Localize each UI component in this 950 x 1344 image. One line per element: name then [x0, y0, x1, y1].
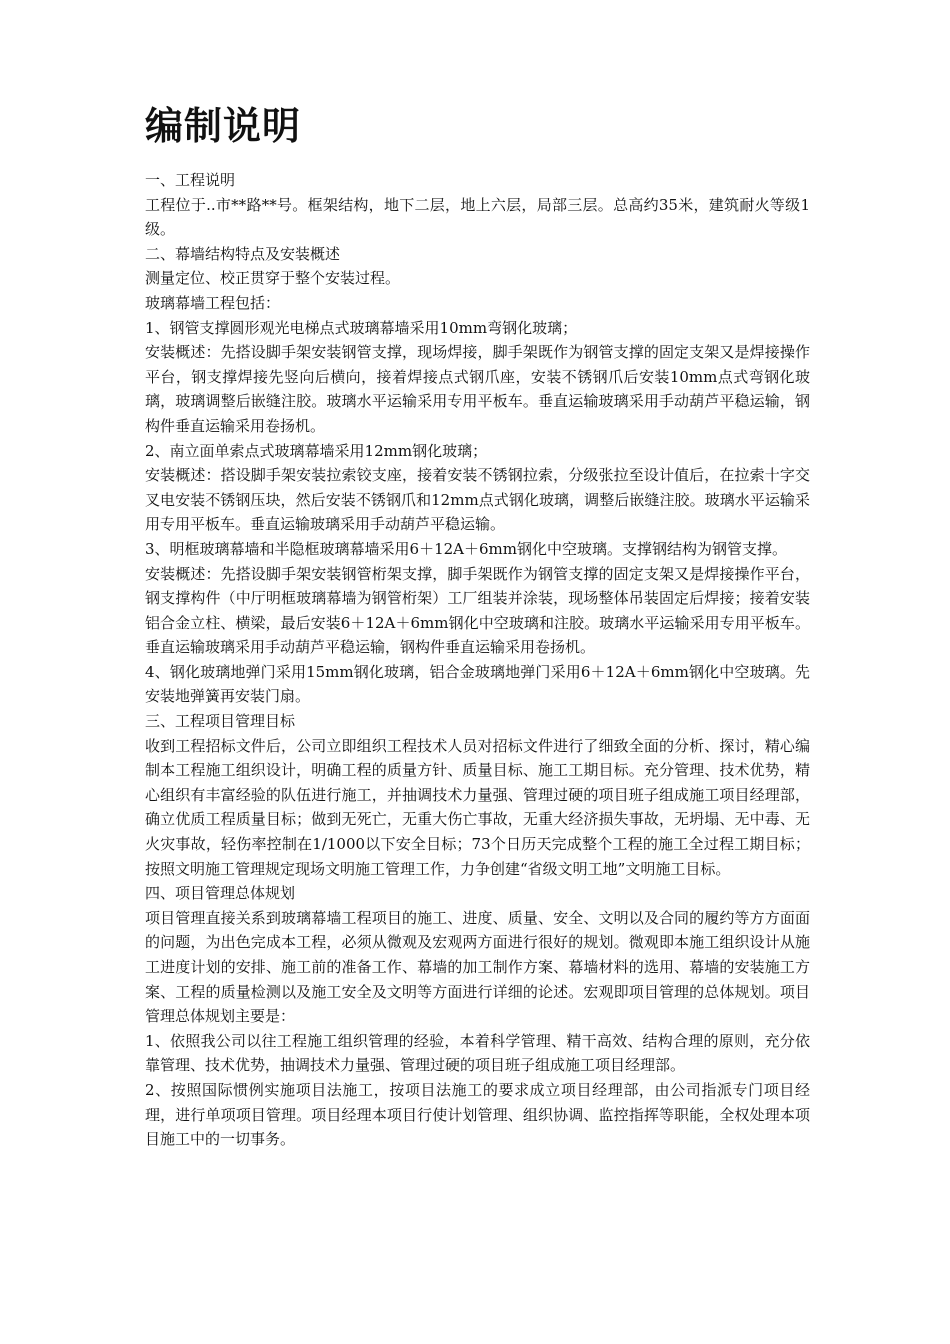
list-item-plan-1: 1、依照我公司以往工程施工组织管理的经验，本着科学管理、精干高效、结构合理的原则，充分依靠管理、技术优势，抽调技术力量强、管理过硬的项目班子组成施工项目经理部。	[145, 1031, 810, 1075]
paragraph-overall-plan: 项目管理直接关系到玻璃幕墙工程项目的施工、进度、质量、安全、文明以及合同的履约等方方面面的问题，为出色完成本工程，必须从微观及宏观两方面进行很好的规划。微观即本施工组织设计从施工进度计划的安排、施工前的准备工作、幕墙的加工制作方案、幕墙材料的选用、幕墙的安装施工方案、工程的质量检测以及施工安全及文明等方面进行详细的论述。宏观即项目管理的总体规划。项目管理总体规划主要是：	[145, 908, 810, 1026]
paragraph-survey-positioning: 测量定位、校正贯穿于整个安装过程。	[145, 269, 401, 288]
document-page	[145, 96, 810, 1152]
section-heading-project-description: 一、工程说明	[145, 171, 236, 189]
section-heading-management-goals: 三、工程项目管理目标	[145, 712, 296, 731]
list-item-4-spring-door: 4、钢化玻璃地弹门采用15mm钢化玻璃，铝合金玻璃地弹门采用6＋12A＋6mm钢化中空玻璃。先安装地弹簧再安装门扇。	[145, 662, 810, 706]
paragraph-management-goals: 收到工程招标文件后，公司立即组织工程技术人员对招标文件进行了细致全面的分析、探讨，精心编制本工程施工组织设计，明确工程的质量方针、质量目标、施工工期目标。充分管理、技术优势，精心组织有丰富经验的队伍进行施工，并抽调技术力量强、管理过硬的项目班子组成施工项目经理部，确立优质工程质量目标；做到无死亡，无重大伤亡事故，无重大经济损失事故，无坍塌、无中毒、无火灾事故，轻伤率控制在1/1000以下安全目标；73个日历天完成整个工程的施工全过程工期目标；按照文明施工管理规定现场文明施工管理工作，力争创建“省级文明工地”文明施工目标。	[145, 736, 810, 878]
section-heading-curtain-wall-overview: 二、幕墙结构特点及安装概述	[145, 244, 341, 263]
paragraph-install-overview-2: 安装概述：搭设脚手架安装拉索铰支座，接着安装不锈钢拉索，分级张拉至设计值后，在拉索十字交叉电安装不锈钢压块，然后安装不锈钢爪和12mm点式钢化玻璃，调整后嵌缝注胶。玻璃水平运输采用专用平板车。垂直运输玻璃采用手动葫芦平稳运输。	[145, 466, 810, 534]
list-item-3-framed-wall: 3、明框玻璃幕墙和半隐框玻璃幕墙采用6＋12A＋6mm钢化中空玻璃。支撑钢结构为钢管支撑。	[145, 539, 788, 558]
paragraph-install-overview-1: 安装概述：先搭设脚手架安装钢管支撑，现场焊接，脚手架既作为钢管支撑的固定支架又是焊接操作平台，钢支撑焊接先竖向后横向，接着焊接点式钢爪座，安装不锈钢爪后安装10mm点式弯钢化玻璃，玻璃调整后嵌缝注胶。玻璃水平运输采用专用平板车。垂直运输玻璃采用手动葫芦平稳运输，钢构件垂直运输采用卷扬机。	[145, 343, 810, 435]
paragraph-glass-wall-includes: 玻璃幕墙工程包括：	[145, 293, 281, 312]
list-item-1-elevator-wall: 1、钢管支撑圆形观光电梯点式玻璃幕墙采用10mm弯钢化玻璃；	[145, 318, 578, 337]
document-title: 编制说明	[145, 103, 302, 148]
list-item-plan-2: 2、按照国际惯例实施项目法施工，按项目法施工的要求成立项目经理部，由公司指派专门项目经理，进行单项项目管理。项目经理本项目行使计划管理、组织协调、监控指挥等职能，全权处理本项目施工中的一切事务。	[145, 1080, 810, 1149]
paragraph-project-location: 工程位于..市**路**号。框架结构，地下二层，地上六层，局部三层。总高约35米，建筑耐火等级1级。	[145, 195, 810, 239]
paragraph-install-overview-3: 安装概述：先搭设脚手架安装钢管桁架支撑，脚手架既作为钢管支撑的固定支架又是焊接操作平台，钢支撑构件（中厅明框玻璃幕墙为钢管桁架）工厂组装并涂装，现场整体吊装固定后焊接；接着安装铝合金立柱、横梁，最后安装6＋12A＋6mm钢化中空玻璃和注胶。玻璃水平运输采用专用平板车。垂直运输玻璃采用手动葫芦平稳运输，钢构件垂直运输采用卷扬机。	[145, 564, 810, 657]
section-heading-overall-plan: 四、项目管理总体规划	[145, 884, 296, 903]
list-item-2-cable-wall: 2、南立面单索点式玻璃幕墙采用12mm钢化玻璃；	[145, 441, 488, 460]
